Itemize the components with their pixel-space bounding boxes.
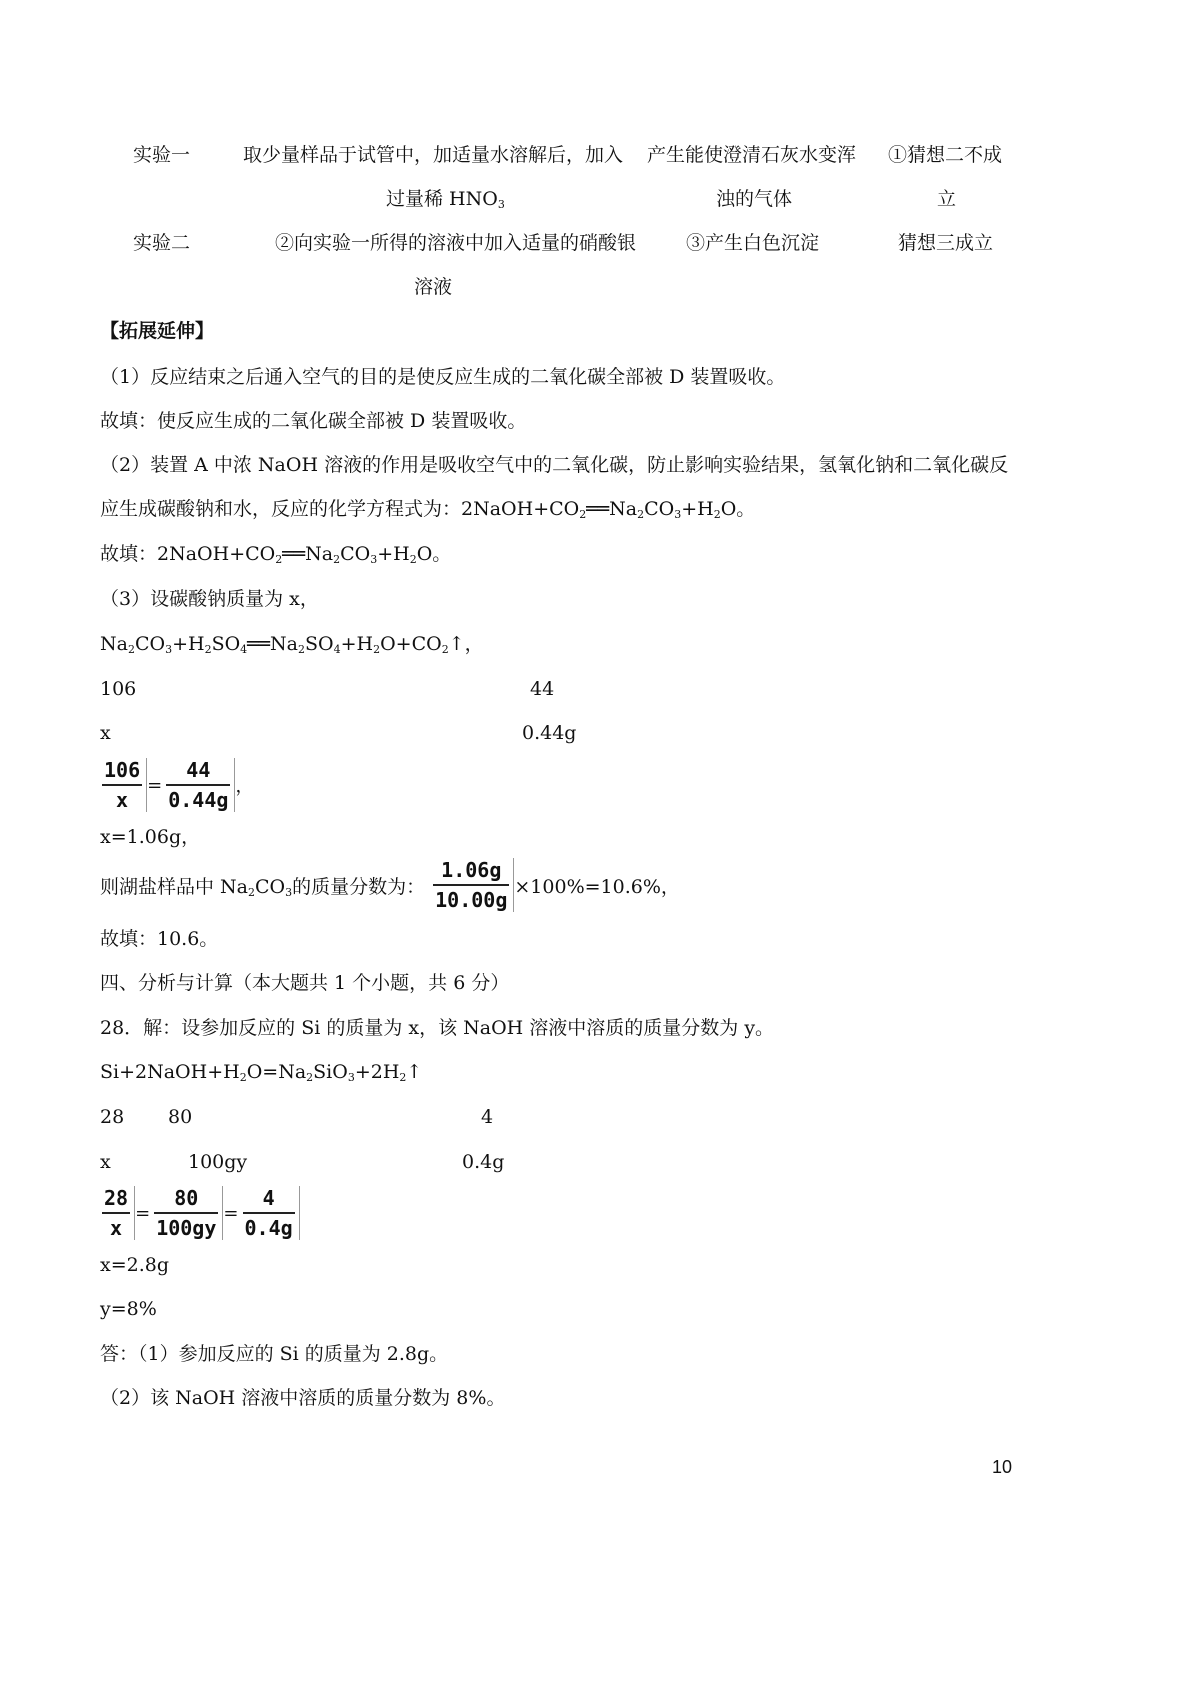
q2-line1: （2）装置 A 中浓 NaOH 溶液的作用是吸收空气中的二氧化碳，防止影响实验结果，氢氧化钠和二氧化碳反	[100, 454, 1009, 476]
q3-result: x=1.06g，	[100, 826, 201, 848]
q28-y-result: y=8%	[100, 1298, 157, 1320]
exp2-step-line2: 溶液	[414, 276, 453, 298]
q28-var-3: 0.4g	[462, 1151, 505, 1173]
q28-coef-2: 80	[168, 1106, 193, 1128]
q3-proportion: $\frac{106}{x}$ = $\frac{44}{0.44g}$ ，	[98, 758, 253, 812]
fraction: $\frac{80}{100gy}$	[150, 1186, 223, 1240]
q1-answer: 故填：使反应生成的二氧化碳全部被 D 装置吸收。	[100, 410, 527, 432]
q28-intro: 28．解：设参加反应的 Si 的质量为 x，该 NaOH 溶液中溶质的质量分数为 y。	[100, 1017, 775, 1039]
exp2-step-line1: ②向实验一所得的溶液中加入适量的硝酸银	[275, 232, 637, 254]
q3-var-left: x	[100, 722, 111, 744]
q28-answer-1: 答：（1）参加反应的 Si 的质量为 2.8g。	[100, 1343, 449, 1365]
exp2-phenomenon: ③产生白色沉淀	[686, 232, 820, 254]
q28-coef-3: 4	[481, 1106, 494, 1128]
q2-line2: 应生成碳酸钠和水，反应的化学方程式为：$2NaOH+CO_2══Na_2CO_3+H_2O$。	[100, 498, 756, 521]
section-four-heading: 四、分析与计算（本大题共 1 个小题，共 6 分）	[100, 972, 510, 994]
q3-coef-right: 44	[530, 678, 555, 700]
fraction: $\frac{1.06g}{10.00g}$	[429, 858, 514, 912]
q3-var-right: 0.44g	[522, 722, 577, 744]
fraction: $\frac{4}{0.4g}$	[239, 1186, 300, 1240]
exp1-step-line2: 过量稀 $HNO_3$	[386, 188, 505, 211]
exp1-step-line1: 取少量样品于试管中，加适量水溶解后，加入	[243, 144, 624, 166]
q3-intro: （3）设碳酸钠质量为 x，	[100, 588, 319, 610]
exp2-label: 实验二	[133, 232, 191, 254]
q28-var-1: x	[100, 1151, 111, 1173]
exp2-conclusion: 猜想三成立	[898, 232, 994, 254]
fraction: $\frac{106}{x}$	[98, 758, 147, 812]
q2-answer: 故填：$2NaOH+CO_2══Na_2CO_3+H_2O$。	[100, 543, 452, 566]
q3-mass-fraction: 则湖盐样品中 $Na_2CO_3$的质量分数为： $\frac{1.06g}{10.00g}$ ×100%=10.6%，	[100, 858, 680, 912]
q28-var-2: 100gy	[188, 1151, 248, 1173]
exp1-phenomenon-line1: 产生能使澄清石灰水变浑	[647, 144, 857, 166]
fraction: $\frac{28}{x}$	[98, 1186, 135, 1240]
q28-answer-2: （2）该 NaOH 溶液中溶质的质量分数为 8%。	[100, 1387, 506, 1409]
q3-equation: $Na_2CO_3+H_2SO_4══Na_2SO_4+H_2O+CO_2↑$，	[100, 633, 484, 656]
exp1-label: 实验一	[133, 144, 191, 166]
q28-x-result: x=2.8g	[100, 1254, 170, 1276]
q1-text: （1）反应结束之后通入空气的目的是使反应生成的二氧化碳全部被 D 装置吸收。	[100, 366, 786, 388]
q28-coef-1: 28	[100, 1106, 125, 1128]
fraction: $\frac{44}{0.44g}$	[162, 758, 235, 812]
exp1-conclusion-line2: 立	[937, 188, 957, 210]
q28-equation: $Si+2NaOH+H_2O=Na_2SiO_3+2H_2↑$	[100, 1061, 423, 1084]
exp1-conclusion-line1: ①猜想二不成	[888, 144, 1003, 166]
q28-proportion: $\frac{28}{x}$ = $\frac{80}{100gy}$ = $\frac{4}{0.4g}$	[98, 1186, 300, 1240]
section-extend-heading: 【拓展延伸】	[100, 320, 215, 342]
page-number: 10	[992, 1457, 1013, 1477]
exp1-phenomenon-line2: 浊的气体	[716, 188, 793, 210]
q3-answer: 故填：10.6。	[100, 928, 219, 950]
q3-coef-left: 106	[100, 678, 137, 700]
